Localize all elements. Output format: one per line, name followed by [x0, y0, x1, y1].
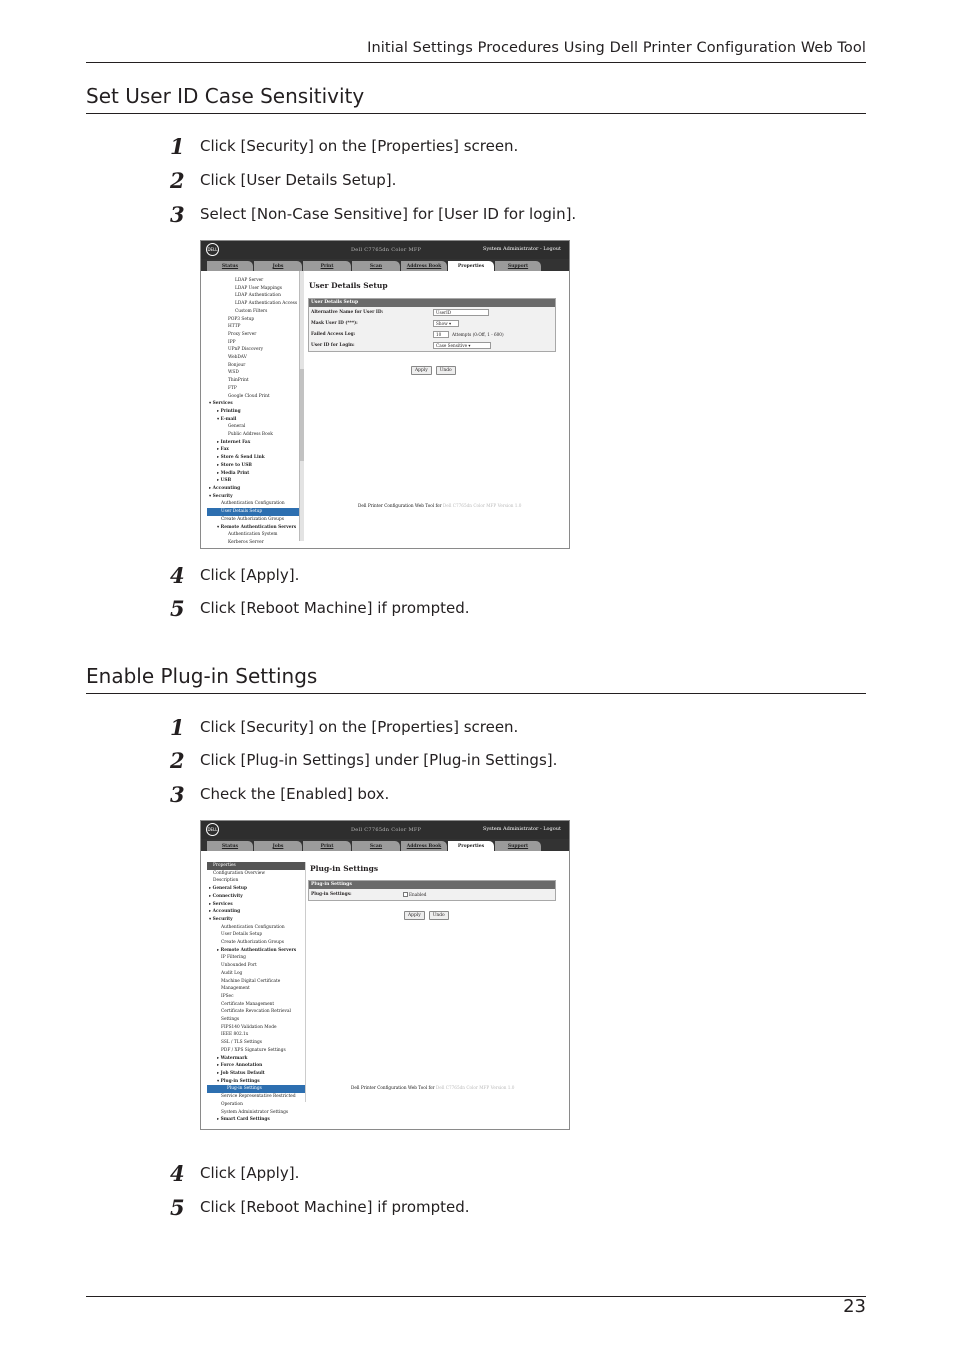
- step-3: [170, 202, 576, 226]
- tree-item[interactable]: ▸ Smart Card Settings: [217, 1117, 270, 1123]
- tree-item[interactable]: ▾ Security: [209, 916, 233, 922]
- tree-item[interactable]: PDF / XPS Signature Settings: [221, 1047, 286, 1053]
- tab-address-book[interactable]: Address Book: [401, 261, 447, 271]
- apply-button[interactable]: Apply: [404, 911, 425, 920]
- step-2: [170, 168, 396, 192]
- tree-item[interactable]: Public Address Book: [228, 432, 273, 438]
- field-label: Plug-in Settings:: [311, 892, 352, 897]
- tree-item[interactable]: FIPS140 Validation Mode: [221, 1024, 277, 1030]
- tab-bar: [201, 259, 569, 271]
- step-4: [170, 1161, 299, 1185]
- tree-item[interactable]: SSL / TLS Settings: [221, 1040, 262, 1046]
- failed-access-input[interactable]: 10: [433, 331, 449, 338]
- tree-item[interactable]: ▾ Plug-in Settings: [217, 1078, 260, 1084]
- step-number: 4: [170, 1160, 185, 1186]
- field-label: Mask User ID (***):: [311, 321, 358, 326]
- tree-item[interactable]: FTP: [228, 385, 237, 391]
- tree-item[interactable]: ▸ Watermark: [217, 1055, 248, 1061]
- step-text: Click [Reboot Machine] if prompted.: [200, 599, 470, 617]
- user-details-panel: [308, 298, 556, 352]
- step-1: [170, 134, 518, 158]
- field-alt-name: [309, 307, 555, 318]
- tree-item[interactable]: ▸ Store to USB: [217, 462, 252, 468]
- tab-scan[interactable]: Scan: [352, 841, 400, 851]
- tree-item[interactable]: Certificate Revocation Retrieval Settings: [221, 1009, 291, 1023]
- browser-header: [201, 241, 569, 259]
- step-text: Click [User Details Setup].: [200, 171, 397, 189]
- page-number: 23: [843, 1296, 866, 1317]
- tree-item[interactable]: ▸ USB: [217, 478, 232, 484]
- step-number: 1: [170, 133, 185, 159]
- tree-item[interactable]: IPSec: [221, 993, 234, 999]
- tree-item[interactable]: ThinPrint: [228, 378, 249, 384]
- tree-item[interactable]: Properties: [207, 862, 305, 870]
- apply-button[interactable]: Apply: [411, 366, 432, 375]
- printer-model: Dell C7765dn Color MFP: [351, 827, 422, 833]
- tree-item[interactable]: Configuration Overview: [213, 870, 266, 876]
- tree-item[interactable]: ▾ Security: [209, 493, 233, 499]
- field-label: Failed Access Log:: [311, 332, 356, 337]
- tree-item[interactable]: IP Filtering: [221, 955, 246, 961]
- step-number: 3: [170, 201, 185, 227]
- field-mask-user-id: [309, 318, 555, 329]
- browser-header: [201, 821, 569, 839]
- step-2: [170, 748, 557, 772]
- tree-item[interactable]: ▸ Media Print: [217, 470, 250, 476]
- footer-model: Dell C7765dn Color MFP Version 1.0: [435, 1085, 515, 1090]
- tab-scan[interactable]: Scan: [352, 261, 400, 271]
- step-text: Check the [Enabled] box.: [200, 785, 390, 803]
- tree-item[interactable]: Plug-in Settings: [207, 1085, 305, 1093]
- tree-item[interactable]: General: [228, 424, 246, 430]
- step-number: 2: [170, 167, 185, 193]
- tree-item[interactable]: LDAP Server: [235, 278, 264, 283]
- section-title-case-sensitivity: Set User ID Case Sensitivity: [86, 84, 365, 108]
- tree-item[interactable]: ▾ Services: [209, 401, 233, 407]
- tree-item[interactable]: ▸ Job Status Default: [217, 1070, 265, 1076]
- navigation-tree: [207, 277, 301, 545]
- tree-item[interactable]: System Administrator Settings: [221, 1109, 289, 1115]
- field-label: Alternative Name for User ID:: [311, 310, 384, 315]
- dell-logo-icon: DELL: [206, 823, 219, 836]
- footer-text: Dell Printer Configuration Web Tool for: [351, 1085, 435, 1090]
- tree-item[interactable]: Unbounded Port: [221, 963, 257, 969]
- tree-item[interactable]: POP3 Setup: [228, 316, 255, 322]
- tree-item[interactable]: User Details Setup: [207, 508, 301, 516]
- tab-properties[interactable]: Properties: [448, 261, 494, 271]
- attempts-hint: Attempts (0:Off, 1 - 600): [452, 332, 504, 337]
- step-number: 4: [170, 562, 185, 588]
- undo-button[interactable]: Undo: [429, 911, 449, 920]
- tree-item[interactable]: ▸ Services: [209, 901, 233, 907]
- dell-logo-icon: DELL: [206, 243, 219, 256]
- tree-item[interactable]: ▸ Force Annotation: [217, 1063, 263, 1069]
- tree-item[interactable]: ▸ Store & Send Link: [217, 455, 265, 461]
- admin-logout-link[interactable]: System Administrator - Logout: [482, 826, 561, 832]
- tree-item[interactable]: LDAP Authentication: [235, 293, 281, 299]
- tree-item[interactable]: LDAP User Mappings: [235, 285, 283, 291]
- tree-item[interactable]: Authentication System: [228, 532, 278, 538]
- browser-body: [201, 851, 569, 1129]
- tree-item[interactable]: WSD: [228, 370, 239, 376]
- step-3: [170, 782, 389, 806]
- select-value: Show: [436, 321, 448, 326]
- tree-item[interactable]: Audit Log: [221, 970, 243, 976]
- tree-item[interactable]: ▸ Internet Fax: [217, 439, 251, 445]
- step-text: Click [Apply].: [200, 566, 300, 584]
- panel-header: User Details Setup: [309, 299, 555, 307]
- printer-model: Dell C7765dn Color MFP: [351, 247, 422, 253]
- step-number: 5: [170, 595, 185, 621]
- browser-body: [201, 271, 569, 548]
- tree-item[interactable]: ▾ Remote Authentication Servers: [217, 524, 297, 530]
- tree-item[interactable]: Google Cloud Print: [228, 393, 270, 399]
- tab-print[interactable]: Print: [303, 841, 351, 851]
- step-text: Click [Security] on the [Properties] screen.: [200, 718, 519, 736]
- tree-item[interactable]: LDAP Authentication Access: [235, 301, 298, 307]
- tree-item[interactable]: Create Authorization Groups: [221, 940, 284, 946]
- tree-item[interactable]: ▾ E-mail: [217, 416, 237, 422]
- step-1: [170, 715, 518, 739]
- section-rule: [86, 113, 866, 114]
- tab-print[interactable]: Print: [303, 261, 351, 271]
- alt-name-input[interactable]: UserID: [433, 309, 489, 316]
- tree-item[interactable]: IEEE 802.1x: [221, 1032, 249, 1038]
- tab-jobs[interactable]: Jobs: [254, 841, 302, 851]
- tree-item[interactable]: Bonjour: [228, 362, 246, 368]
- navigation-tree: [207, 862, 305, 1123]
- web-tool-footer: [358, 503, 521, 508]
- section-title-plugin-settings: Enable Plug-in Settings: [86, 664, 318, 688]
- field-label: User ID for Login:: [311, 343, 355, 348]
- scroll-thumb[interactable]: [300, 369, 304, 461]
- footer-text: Dell Printer Configuration Web Tool for: [358, 503, 442, 508]
- tree-item[interactable]: Authentication Configuration: [221, 924, 285, 930]
- tree-item[interactable]: HTTP: [228, 324, 241, 330]
- step-5: [170, 596, 470, 620]
- checkbox-label: Enabled: [409, 892, 427, 897]
- screenshot-user-details-setup: [200, 240, 570, 549]
- tree-item[interactable]: UPnP Discovery: [228, 347, 264, 353]
- content-title: User Details Setup: [309, 281, 388, 290]
- mask-select[interactable]: Show ▾: [433, 320, 459, 327]
- tree-item[interactable]: ▸ Accounting: [209, 909, 241, 915]
- plugin-settings-panel: [308, 880, 556, 901]
- tree-scrollbar[interactable]: [299, 271, 304, 541]
- undo-button[interactable]: Undo: [436, 366, 456, 375]
- enabled-checkbox[interactable]: [403, 892, 408, 897]
- tree-item[interactable]: Machine Digital Certificate Management: [221, 978, 281, 992]
- tree-item[interactable]: Custom Filters: [235, 308, 268, 314]
- action-buttons: [404, 911, 449, 920]
- field-user-id-login: [309, 340, 555, 351]
- step-4: [170, 563, 299, 587]
- tree-item[interactable]: Create Authorization Groups: [221, 516, 284, 522]
- tab-support[interactable]: Support: [495, 261, 541, 271]
- tree-item[interactable]: Kerberos Server: [228, 539, 264, 545]
- tab-jobs[interactable]: Jobs: [254, 261, 302, 271]
- step-text: Click [Security] on the [Properties] screen.: [200, 137, 519, 155]
- panel-header: Plug-in Settings: [309, 881, 555, 889]
- tab-status[interactable]: Status: [207, 261, 253, 271]
- step-number: 5: [170, 1194, 185, 1220]
- tree-item[interactable]: Authentication Configuration: [221, 501, 285, 507]
- step-text: Select [Non-Case Sensitive] for [User ID for login].: [200, 205, 577, 223]
- tree-item[interactable]: ▸ General Setup: [209, 886, 248, 892]
- tree-item[interactable]: WebDAV: [228, 355, 247, 361]
- step-number: 3: [170, 781, 185, 807]
- admin-logout-link[interactable]: System Administrator - Logout: [482, 246, 561, 252]
- tree-item[interactable]: User Details Setup: [221, 932, 263, 938]
- field-failed-access: [309, 329, 555, 340]
- step-text: Click [Reboot Machine] if prompted.: [200, 1198, 470, 1216]
- footer-model: Dell C7765dn Color MFP Version 1.0: [442, 503, 522, 508]
- tree-item[interactable]: ▸ Remote Authentication Servers: [217, 947, 297, 953]
- step-text: Click [Plug-in Settings] under [Plug-in Settings].: [200, 751, 558, 769]
- header-rule: [86, 62, 866, 63]
- tree-item[interactable]: Service Representative Restricted Operation: [221, 1094, 296, 1107]
- step-number: 1: [170, 714, 185, 740]
- tab-status[interactable]: Status: [207, 841, 253, 851]
- tree-item[interactable]: ▸ Connectivity: [209, 893, 243, 899]
- tree-item[interactable]: ▸ Accounting: [209, 485, 241, 491]
- footer-rule: [86, 1296, 866, 1297]
- tab-bar: [201, 839, 569, 851]
- tree-item[interactable]: Proxy Server: [228, 331, 257, 337]
- screenshot-plugin-settings: [200, 820, 570, 1130]
- tab-address-book[interactable]: Address Book: [401, 841, 447, 851]
- tree-item[interactable]: Certificate Management: [221, 1001, 275, 1007]
- tree-item[interactable]: Description: [213, 878, 239, 884]
- section-rule: [86, 693, 866, 694]
- web-tool-footer: [351, 1085, 514, 1090]
- content-title: Plug-in Settings: [310, 864, 379, 873]
- tree-item[interactable]: IPP: [228, 339, 236, 345]
- tree-item[interactable]: ▸ Fax: [217, 447, 229, 453]
- tree-divider: [305, 862, 306, 1102]
- step-number: 2: [170, 747, 185, 773]
- running-head: Initial Settings Procedures Using Dell Printer Configuration Web Tool: [367, 40, 866, 56]
- select-value: Case Sensitive: [436, 343, 468, 348]
- user-id-login-select[interactable]: Case Sensitive ▾: [433, 342, 491, 349]
- tab-support[interactable]: Support: [495, 841, 541, 851]
- step-5: [170, 1195, 470, 1219]
- tab-properties[interactable]: Properties: [448, 841, 494, 851]
- field-plugin-settings: [309, 889, 555, 900]
- tree-item[interactable]: ▸ Printing: [217, 408, 241, 414]
- step-text: Click [Apply].: [200, 1164, 300, 1182]
- action-buttons: [411, 366, 456, 375]
